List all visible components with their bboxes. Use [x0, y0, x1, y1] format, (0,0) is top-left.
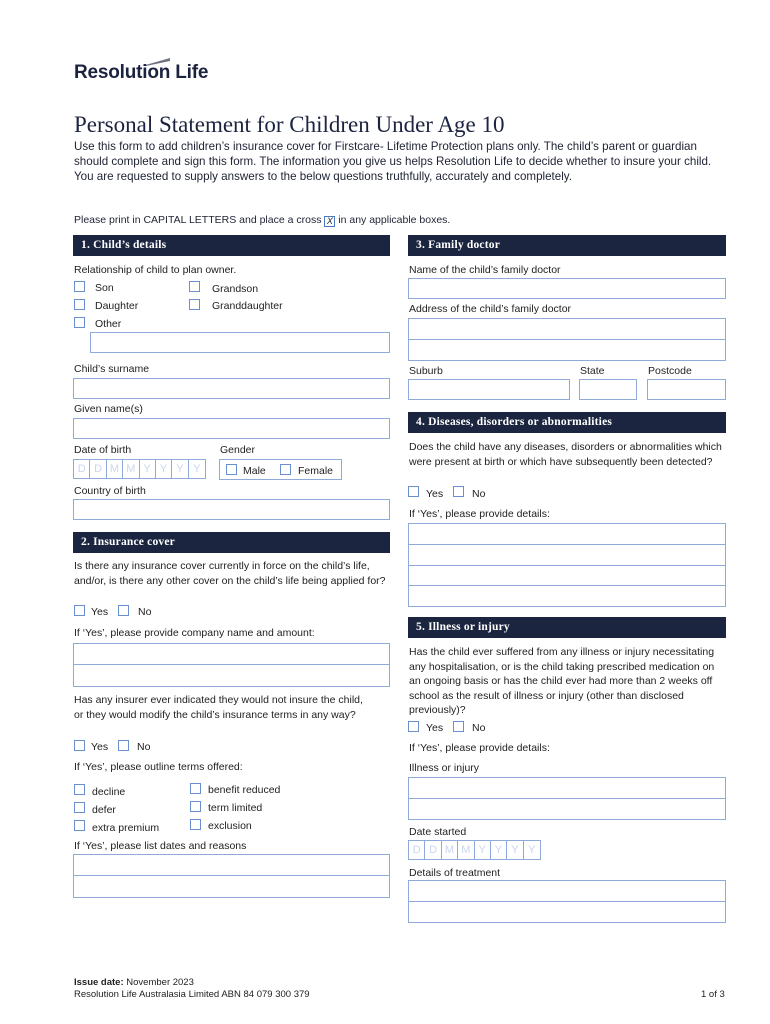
- issue-date-value: November 2023: [123, 977, 194, 988]
- state-label: State: [580, 365, 605, 377]
- diseases-yes-label: Yes: [426, 488, 444, 500]
- treatment-input[interactable]: [408, 880, 726, 923]
- date-digit: D: [425, 841, 441, 859]
- section-heading-family-doctor: 3. Family doctor: [408, 235, 726, 256]
- cross-mark-icon: X: [324, 216, 335, 227]
- date-digit: Y: [475, 841, 491, 859]
- section-heading-childs-details: 1. Child’s details: [73, 235, 390, 256]
- suburb-input[interactable]: [408, 379, 570, 400]
- q3-details-label: If ‘Yes’, please list dates and reasons: [74, 840, 247, 852]
- state-input[interactable]: [579, 379, 637, 400]
- female-checkbox[interactable]: [280, 464, 291, 475]
- extra-premium-checkbox[interactable]: [74, 820, 85, 831]
- diseases-no-label: No: [472, 488, 486, 500]
- given-names-input[interactable]: [73, 418, 390, 439]
- dob-digit: Y: [156, 460, 172, 478]
- issue-date: [74, 977, 194, 988]
- other-checkbox[interactable]: [74, 317, 85, 328]
- country-input[interactable]: [73, 499, 390, 520]
- section-heading-illness: 5. Illness or injury: [408, 617, 726, 638]
- doctor-name-input[interactable]: [408, 278, 726, 299]
- surname-input[interactable]: [73, 378, 390, 399]
- dob-digit: D: [74, 460, 90, 478]
- illness-no-label: No: [472, 722, 486, 734]
- dob-digit: Y: [193, 463, 201, 475]
- q1-yes-label: Yes: [91, 606, 109, 618]
- daughter-checkbox[interactable]: [74, 299, 85, 310]
- diseases-details-input[interactable]: [408, 523, 726, 607]
- other-relationship-input[interactable]: [90, 332, 390, 353]
- dob-input[interactable]: [73, 459, 206, 479]
- term-limited-checkbox[interactable]: [190, 801, 201, 812]
- q1-no-label: No: [138, 606, 152, 618]
- doctor-address-input[interactable]: [408, 318, 726, 361]
- date-digit: Y: [507, 841, 523, 859]
- illness-details-label: If ‘Yes’, please provide details:: [409, 742, 550, 754]
- illness-question: Has the child ever suffered from any illness or injury necessitating any hospitalisation, or is the child taking prescribed medication on an ongoing basis or has the child ever had more than 2 weeks off school as the result of illness or injury (other than disclosed previously)?: [409, 646, 715, 716]
- diseases-no-checkbox[interactable]: [453, 486, 464, 497]
- date-started-label: Date started: [409, 826, 467, 838]
- postcode-input[interactable]: [647, 379, 726, 400]
- issue-date-label: Issue date:: [74, 977, 124, 988]
- daughter-label: Daughter: [95, 300, 139, 312]
- illness-yes-checkbox[interactable]: [408, 721, 419, 732]
- gender-label: Gender: [220, 444, 256, 456]
- intro-paragraph: Use this form to add children’s insurance cover for Firstcare- Lifetime Protection plans only. The child’s parent or guardian should complete and sign this form. The information you give us helps Resolution Life to decide whether to insure your child. You are requested to supply answers to the below questions truthfully, accurately and completely.: [74, 140, 712, 183]
- grandson-checkbox[interactable]: [189, 281, 200, 292]
- instruction-note: [74, 214, 450, 227]
- dob-digit: D: [90, 460, 106, 478]
- surname-label: Child’s surname: [74, 363, 150, 375]
- grandson-label: Grandson: [212, 283, 259, 295]
- date-digit: Y: [491, 841, 507, 859]
- section-heading-diseases: 4. Diseases, disorders or abnormalities: [408, 412, 726, 433]
- relationship-label: Relationship of child to plan owner.: [74, 264, 237, 276]
- q2-yes-checkbox[interactable]: [74, 740, 85, 751]
- postcode-label: Postcode: [648, 365, 692, 377]
- q1-details-input[interactable]: [73, 643, 390, 687]
- date-started-input[interactable]: [408, 840, 541, 860]
- dob-digit: M: [123, 460, 139, 478]
- diseases-details-label: If ‘Yes’, please provide details:: [409, 508, 550, 520]
- illness-injury-label: Illness or injury: [409, 762, 480, 774]
- q2-details-label: If ‘Yes’, please outline terms offered:: [74, 761, 243, 773]
- benefit-reduced-checkbox[interactable]: [190, 783, 201, 794]
- q3-details-input[interactable]: [73, 854, 390, 898]
- defer-label: defer: [92, 804, 116, 816]
- date-digit: D: [409, 841, 425, 859]
- doctor-name-label: Name of the child’s family doctor: [409, 264, 561, 276]
- exclusion-label: exclusion: [208, 820, 252, 832]
- company-abn: Resolution Life Australasia Limited ABN 84 079 300 379: [74, 989, 310, 1000]
- term-limited-label: term limited: [208, 802, 263, 814]
- treatment-label: Details of treatment: [409, 867, 501, 879]
- illness-yes-label: Yes: [426, 722, 444, 734]
- q1-yes-checkbox[interactable]: [74, 605, 85, 616]
- dob-digit: Y: [140, 460, 156, 478]
- other-label: Other: [95, 318, 122, 330]
- q2-no-checkbox[interactable]: [118, 740, 129, 751]
- doctor-address-label: Address of the child’s family doctor: [409, 303, 572, 315]
- dob-digit: M: [107, 460, 123, 478]
- son-checkbox[interactable]: [74, 281, 85, 292]
- exclusion-checkbox[interactable]: [190, 819, 201, 830]
- illness-no-checkbox[interactable]: [453, 721, 464, 732]
- granddaughter-checkbox[interactable]: [189, 299, 200, 310]
- date-digit: M: [458, 841, 474, 859]
- date-digit: Y: [528, 844, 536, 856]
- dob-label: Date of birth: [74, 444, 132, 456]
- note-text: Please print in CAPITAL LETTERS and place a cross: [74, 214, 325, 226]
- insurance-q1: Is there any insurance cover currently in force on the child’s life, and/or, is there any other cover on the child’s life being applied for?: [74, 560, 386, 587]
- country-label: Country of birth: [74, 485, 146, 497]
- given-names-label: Given name(s): [74, 403, 143, 415]
- diseases-question: Does the child have any diseases, disorders or abnormalities which were present at birth or which have subsequently been detected?: [409, 441, 722, 468]
- decline-checkbox[interactable]: [74, 784, 85, 795]
- q2-yes-label: Yes: [91, 741, 109, 753]
- q1-no-checkbox[interactable]: [118, 605, 129, 616]
- page-title: Personal Statement for Children Under Age 10: [74, 112, 505, 137]
- extra-premium-label: extra premium: [92, 822, 160, 834]
- dob-digit: Y: [172, 460, 188, 478]
- male-label: Male: [243, 465, 266, 477]
- female-label: Female: [298, 465, 334, 477]
- date-digit: M: [442, 841, 458, 859]
- section-heading-insurance-cover: 2. Insurance cover: [73, 532, 390, 553]
- son-label: Son: [95, 282, 114, 294]
- note-text-end: in any applicable boxes.: [335, 214, 451, 226]
- illness-injury-input[interactable]: [408, 777, 726, 820]
- granddaughter-label: Granddaughter: [212, 300, 283, 312]
- diseases-yes-checkbox[interactable]: [408, 486, 419, 497]
- male-checkbox[interactable]: [226, 464, 237, 475]
- suburb-label: Suburb: [409, 365, 443, 377]
- decline-label: decline: [92, 786, 126, 798]
- q1-details-label: If ‘Yes’, please provide company name and amount:: [74, 627, 315, 639]
- q2-no-label: No: [137, 741, 151, 753]
- defer-checkbox[interactable]: [74, 802, 85, 813]
- insurance-q2: Has any insurer ever indicated they would not insure the child, or they would modify the child’s insurance terms in any way?: [74, 694, 363, 721]
- logo-text: Resolution Life: [74, 62, 209, 83]
- page-number: 1 of 3: [701, 989, 725, 1000]
- benefit-reduced-label: benefit reduced: [208, 784, 281, 796]
- company-logo: [74, 58, 234, 88]
